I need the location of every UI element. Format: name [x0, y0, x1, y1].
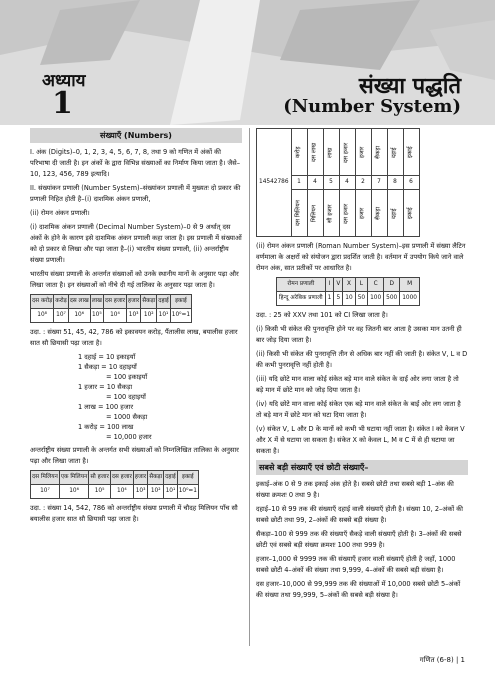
paragraph-indian: भारतीय संख्या प्रणाली के अन्तर्गत संख्याओं को उनके स्थानीय मानों के अनुसार पढ़ा और लिखा जाता है। इन संख्याओं को नीचे दी गई तालिका के अनुसार पढ़ा जाता है।: [30, 270, 239, 289]
table-cell: हजार: [127, 295, 141, 309]
table-cell: सैकड़ा: [148, 471, 164, 485]
roman-table: [276, 277, 420, 306]
table-cell: 10⁵: [90, 309, 103, 323]
table-cell: 1000: [400, 292, 420, 306]
paragraph-decimal: (i) दाशमिक अंकन प्रणाली (Decimal Number System)–0 से 9 अर्थात् दस अंकों के होने के कारण इसे दाशमिक अंकन प्रणाली कहा जाता है। इस प्रणाली में संख्याओं को दो प्रकार से लिखा और पढ़ा जाता है–(i) भारतीय संख्या प्रणाली, (ii) अन्तर्राष्ट्रीय संख्या प्रणाली।: [30, 223, 242, 264]
table-cell: 10¹: [164, 485, 178, 499]
paragraph-number-system: II. संख्यांकन प्रणाली (Number System)–संख्यांकन प्रणाली में मुख्यतः दो प्रकार की प्रणाली निहित होती है–(i) दाशमिक अंकन प्रणाली,: [30, 184, 241, 203]
table-cell: C: [368, 278, 384, 292]
table-cell: दस मिलियन: [291, 190, 307, 237]
place-item: दस हजार–10,000 से 99,999 तक की संख्याओं में 10,000 सबसे छोटी 5–अंकों की संख्या तथा 99,999, 5–अंकों की सबसे बड़ी संख्या है।: [256, 580, 461, 599]
chapter-title-english: (Number System): [283, 96, 461, 117]
table-cell: L: [355, 278, 367, 292]
table-cell: दस लाख: [307, 129, 323, 176]
table-cell: D: [384, 278, 400, 292]
conversion-line: 1 हजार = 10 सैकड़ा: [78, 383, 133, 391]
table-cell: 4: [339, 176, 355, 190]
footer-subject: गणित (6-8): [419, 656, 454, 664]
place-item: दहाई–10 से 99 तक की संख्याएँ दहाई वाली संख्याएँ होती है। संख्या 10, 2–अंकों की सबसे छोटी तथा 99, 2–अंकों की सबसे बड़ी संख्या है।: [256, 505, 463, 524]
table-cell: 10⁶: [68, 309, 90, 323]
indian-place-table: [30, 294, 192, 323]
table-cell: 1: [325, 292, 334, 306]
place-value-table: [256, 128, 420, 237]
table-cell: 10³: [133, 485, 147, 499]
paragraph-roman-mention: (ii) रोमन अंकन प्रणाली।: [30, 209, 90, 217]
table-cell: 5: [323, 176, 339, 190]
table-cell: लाख: [323, 129, 339, 176]
table-cell: हजार: [355, 129, 371, 176]
chapter-title-hindi: संख्या पद्धति: [358, 74, 461, 99]
rule-item: (iii) यदि छोटे मान वाला कोई संकेत बड़े मान वाले संकेत के दाईं ओर लगा जाता है तो बड़े मान में छोटे मान को जोड़ दिया जाता है।: [256, 375, 459, 394]
conversion-line: = 1000 सैकड़ा: [106, 413, 148, 421]
table-cell: I: [325, 278, 334, 292]
table-cell: 10²: [148, 485, 164, 499]
rule-item: (iv) यदि छोटे मान वाला कोई संकेत एक बड़े मान वाले संकेत के बाईं ओर लग जाता है तो बड़े मान में छोटे मान को घटा दिया जाता है।: [256, 400, 461, 419]
conversion-line: = 10,000 हजार: [106, 433, 152, 441]
place-item: हजार–1,000 से 9999 तक की संख्याएँ हजार वाली संख्याएँ होती है जहाँ, 1000 सबसे छोटी 4–अंकों की संख्या तथा 9,999, 4–अंकों की सबसे बड़ी संख्या है।: [256, 555, 456, 574]
table-cell: दस करोड़: [31, 295, 54, 309]
table-cell: 10³: [127, 309, 141, 323]
table-cell: 10⁸: [31, 309, 54, 323]
table-cell: 7: [371, 176, 387, 190]
conversion-line: 1 करोड़ = 100 लाख: [78, 423, 134, 431]
table-cell: 500: [384, 292, 400, 306]
table-cell: करोड़: [291, 129, 307, 176]
place-item: सैकड़ा–100 से 999 तक की संख्याएँ सैकड़े वाली संख्याएँ होती है। 3–अंकों की सबसे छोटी एवं सबसे बड़ी संख्या क्रमशः 100 तथा 999 है।: [256, 530, 462, 549]
example-international: उदा. : संख्या 14, 542, 786 को अन्तर्राष्ट्रीय संख्या प्रणाली में चौदह मिलियन पाँच सौ बयालीस हजार सात सौ छियासी पढ़ा जाता है।: [30, 504, 238, 523]
table-cell: दस हजार: [103, 295, 126, 309]
conversion-line: 1 सैकड़ा = 10 दहाइयाँ: [78, 363, 137, 371]
table-cell: दस हजार: [339, 190, 355, 237]
paragraph-international: अन्तर्राष्ट्रीय संख्या प्रणाली के अन्तर्गत सभी संख्याओं को निम्नलिखित तालिका के अनुसार पढ़ा और लिखा जाता है।: [30, 446, 239, 465]
table-cell: दस हजार: [339, 129, 355, 176]
table-cell: 10⁷: [54, 309, 68, 323]
chapter-number: 1: [52, 86, 73, 121]
table-cell: मिलियन: [307, 190, 323, 237]
table-cell: इकाई: [177, 471, 198, 485]
rule-item: (i) किसी भी संकेत की पुनरावृत्ति होने पर वह जितनी बार आता है उसका मान उतनी ही बार जोड़ दिया जाता है।: [256, 325, 462, 344]
table-cell: 10¹: [157, 309, 171, 323]
table-cell: 6: [403, 176, 419, 190]
table-cell: इकाई: [403, 129, 419, 176]
table-cell: 10⁵: [89, 485, 111, 499]
table-cell: रोमन प्रणाली: [277, 278, 326, 292]
table-cell: 10⁴: [103, 309, 126, 323]
table-cell: दहाई: [157, 295, 171, 309]
rule-item: (v) संकेत V, L और D के मानों को कभी भी घटाया नहीं जाता है। संकेत I को केवल V और X में से घटाया जा सकता है। संकेत X को केवल L, M व C में से ही घटाया जा सकता है।: [256, 425, 465, 455]
table-cell: करोड़: [54, 295, 68, 309]
table-cell: दस मिलियन: [31, 471, 60, 485]
table-cell: 10⁰=1: [177, 485, 198, 499]
example-roman: उदा. : 25 को XXV तथा 101 को CI लिखा जाता है।: [256, 311, 388, 319]
table-cell: हजार: [133, 471, 147, 485]
example-indian: उदा. : संख्या 51, 45, 42, 786 को इकावयन करोड़, पैंतालीस लाख, बयालीस हजार सात सौ छियासी पढ़ा जाता है।: [30, 328, 238, 347]
rule-item: (ii) किसी भी संकेत की पुनरावृत्ति तीन से अधिक बार नहीं की जाती है। संकेत V, L व D की कभी पुनरावृत्ति नहीं होती है।: [256, 350, 468, 369]
table-cell: दस हजार: [110, 471, 133, 485]
right-column: [256, 128, 468, 604]
table-cell: 10⁶: [59, 485, 88, 499]
table-cell: सौ हजार: [89, 471, 111, 485]
section-heading-2: सबसे बड़ी संख्याएँ एवं छोटी संख्याएँ–: [256, 460, 468, 475]
table-cell: 50: [355, 292, 367, 306]
chapter-banner: [0, 0, 495, 125]
page-footer: गणित (6-8) | 1: [419, 656, 465, 664]
table-cell: सैकड़ा: [141, 295, 157, 309]
table-cell: 100: [368, 292, 384, 306]
chapter-label: अध्याय: [42, 71, 86, 91]
unit-conversions: [78, 352, 242, 442]
table-cell: X: [343, 278, 355, 292]
table-cell: 2: [355, 176, 371, 190]
section-heading: संख्याएँ (Numbers): [30, 128, 242, 143]
table-cell: 10⁴: [110, 485, 133, 499]
conversion-line: 1 लाख = 100 हजार: [78, 403, 134, 411]
international-place-table: [30, 470, 199, 499]
conversion-line: 1 दहाई = 10 इकाइयाँ: [78, 353, 136, 361]
table-cell: लाख: [90, 295, 103, 309]
table-cell: दहाई: [387, 129, 403, 176]
paragraph-digits: I. अंक (Digits)–0, 1, 2, 3, 4, 5, 6, 7, 8, तथा 9 को गणित में अंकों की परिभाषा दी जाती है। इन अंकों के द्वारा विभिन्न संख्याओं का निर्माण किया जाता है। जैसे–10, 123, 456, 789 इत्यादि।: [30, 148, 241, 178]
table-cell: इकाई: [403, 190, 419, 237]
table-cell: 1: [291, 176, 307, 190]
table-cell: सैकड़ा: [371, 129, 387, 176]
table-cell: 10⁰=1: [170, 309, 191, 323]
table-cell: M: [400, 278, 420, 292]
table-cell: 10: [343, 292, 355, 306]
table-cell: दहाई: [164, 471, 178, 485]
table-cell: 10²: [141, 309, 157, 323]
table-cell: हजार: [355, 190, 371, 237]
table-cell: सैकड़ा: [371, 190, 387, 237]
conversion-line: = 100 दहाइयाँ: [106, 393, 146, 401]
table-cell: एक मिलियन: [59, 471, 88, 485]
place-items: [256, 479, 468, 601]
table-cell: हिन्दू अरेबिक प्रणाली: [277, 292, 326, 306]
table-cell: 8: [387, 176, 403, 190]
table-cell: 5: [334, 292, 343, 306]
conversion-line: = 100 इकाइयाँ: [106, 373, 148, 381]
place-item: इकाई–अंक 0 से 9 तक इकाई अंक होते है। सबसे छोटी तथा सबसे बड़ी 1–अंक की संख्या क्रमशः 0 तथा 9 है।: [256, 480, 454, 499]
table-cell: दहाई: [387, 190, 403, 237]
number-cell: 14542786: [257, 129, 292, 237]
table-cell: 4: [307, 176, 323, 190]
paragraph-roman: (ii) रोमन अंकन प्रणाली (Roman Number System)–इस प्रणाली में संख्या लैटिन वर्णमाला के अक्षरों को संयोजन द्वारा प्रदर्शित जाती है। वर्तमान में उपयोग किये जाने वाले रोमन अंक, सात प्रतीकों पर आधारित है।: [256, 242, 466, 272]
left-column: [30, 128, 242, 528]
table-cell: इकाई: [170, 295, 191, 309]
table-cell: V: [334, 278, 343, 292]
table-cell: 10⁷: [31, 485, 60, 499]
table-cell: सौ हजार: [323, 190, 339, 237]
page-number: 1: [460, 656, 465, 664]
column-divider: [249, 128, 250, 646]
table-cell: दस लाख: [68, 295, 90, 309]
roman-rules: [256, 324, 468, 457]
